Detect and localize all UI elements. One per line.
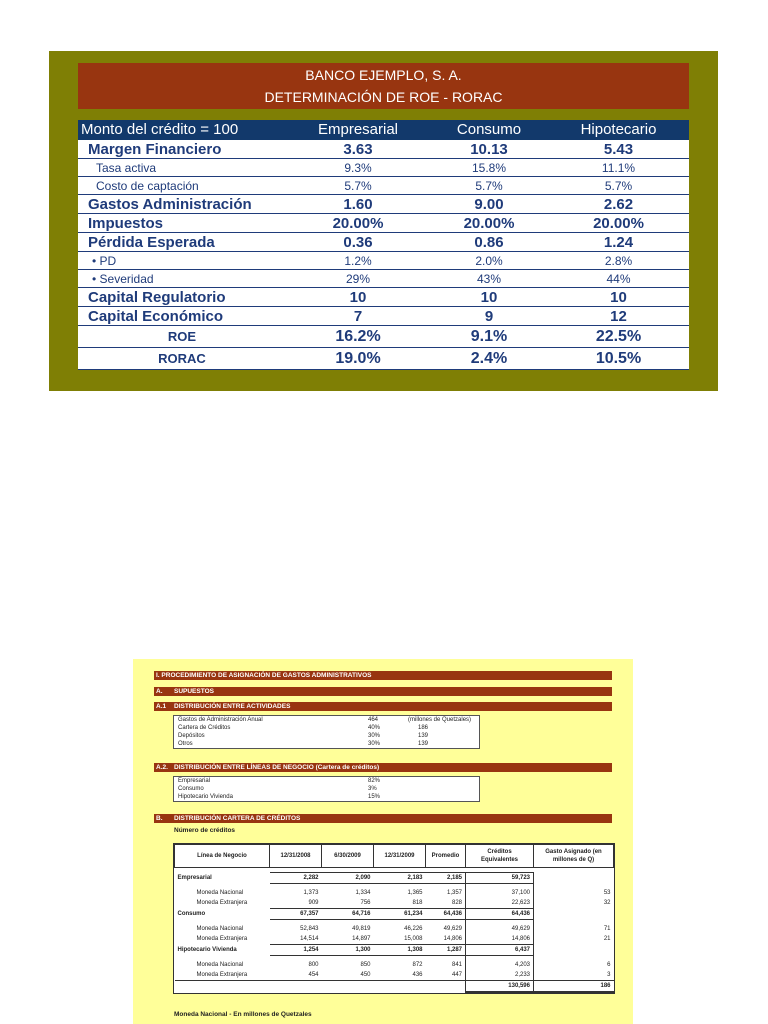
cell-value: 14,897	[352, 936, 371, 942]
cell-value: 19.0%	[286, 348, 430, 370]
cell-value: 4,203	[466, 960, 534, 970]
row-label: Gastos Administración	[78, 195, 286, 214]
cell-value: 450	[360, 972, 371, 978]
row-label: Hipotecario Vivienda	[177, 947, 237, 953]
row-label: Impuestos	[78, 214, 286, 233]
table-row-pd	[78, 252, 689, 270]
cell-value: 1.60	[286, 195, 430, 214]
cell-value: 46,226	[404, 926, 423, 932]
cell-value: 14,514	[300, 936, 319, 942]
row-label: Moneda Extranjera	[196, 972, 248, 978]
section-title: DISTRIBUCIÓN ENTRE LÍNEAS DE NEGOCIO (Cartera de créditos)	[174, 764, 380, 771]
table-row-costo-captacion	[78, 177, 689, 195]
column-header-empresarial: Empresarial	[286, 120, 430, 140]
cell-value: 37,100	[466, 888, 534, 898]
table-row	[175, 924, 614, 934]
row-label: Tasa activa	[78, 159, 286, 177]
table-row-margen-financiero	[78, 140, 689, 159]
cell-value: 0.86	[430, 233, 548, 252]
cell-value: 1,308	[374, 945, 426, 956]
actividades-box	[173, 715, 480, 749]
table-row-impuestos	[78, 214, 689, 233]
column-header: Gasto Asignado (en millones de Q)	[534, 845, 614, 868]
item-label: Depósitos	[178, 733, 205, 739]
total-creditos: 130,596	[466, 981, 534, 993]
cell-value: 67,357	[270, 909, 322, 920]
cell-value: 756	[360, 900, 371, 906]
lineas-negocio-box	[173, 776, 480, 802]
list-item	[174, 716, 479, 724]
row-label: Consumo	[177, 911, 206, 917]
cell-value: 9.3%	[286, 159, 430, 177]
column-header-hipotecario: Hipotecario	[548, 120, 689, 140]
row-label: RORAC	[78, 348, 286, 370]
item-pct: 30%	[368, 733, 381, 739]
cell-value: 29%	[286, 270, 430, 288]
bank-name-title: BANCO EJEMPLO, S. A.	[305, 67, 462, 83]
cell-value: 1,300	[322, 945, 374, 956]
cell-value: 20.00%	[430, 214, 548, 233]
row-label: Empresarial	[177, 875, 212, 881]
cell-value: 3	[534, 970, 614, 981]
column-header-label: Monto del crédito = 100	[78, 120, 286, 140]
cell-value: 2,185	[426, 873, 466, 884]
table-row	[175, 960, 614, 970]
row-label: • PD	[78, 252, 286, 270]
row-label: Moneda Extranjera	[196, 900, 248, 907]
row-label: Moneda Extranjera	[196, 936, 248, 943]
cell-value: 5.7%	[286, 177, 430, 195]
cell-value: 5.7%	[548, 177, 689, 195]
cell-value: 10	[286, 288, 430, 307]
section-bar-distribucion-lineas	[154, 763, 612, 772]
cell-value: 10	[430, 288, 548, 307]
table-row-perdida-esperada	[78, 233, 689, 252]
item-label: Hipotecario Vivienda	[178, 794, 233, 800]
cell-value	[534, 945, 614, 956]
cell-value: 841	[451, 962, 462, 968]
section-bar-supuestos	[154, 687, 612, 696]
cell-value: 2,090	[322, 873, 374, 884]
roe-rorac-slide	[49, 51, 718, 391]
table-row-severidad	[78, 270, 689, 288]
cell-value: 436	[412, 972, 423, 978]
cell-value: 14,806	[443, 936, 462, 942]
moneda-nacional-caption: Moneda Nacional - En millones de Quetzales	[174, 1011, 312, 1018]
cell-value	[534, 873, 614, 884]
cell-value: 16.2%	[286, 326, 430, 348]
cell-value: 1,357	[446, 890, 462, 896]
cell-value: 22,623	[466, 898, 534, 909]
cell-value: 49,819	[352, 926, 371, 932]
item-label: Cartera de Créditos	[178, 725, 231, 731]
numero-creditos-caption: Número de créditos	[174, 827, 236, 834]
column-header: Promedio	[426, 845, 466, 868]
row-label: Capital Económico	[78, 307, 286, 326]
cell-value: 850	[360, 962, 371, 968]
section-title: I. PROCEDIMIENTO DE ASIGNACIÓN DE GASTOS ADMINISTRATIVOS	[156, 672, 372, 679]
cell-value: 3.63	[286, 140, 430, 159]
cell-value: 6	[534, 960, 614, 970]
table-row	[175, 888, 614, 898]
column-header: 12/31/2008	[270, 845, 322, 868]
cell-value: 52,843	[300, 926, 319, 932]
table-row	[175, 934, 614, 945]
roe-rorac-table	[78, 120, 689, 370]
section-code: A.	[156, 688, 163, 695]
cell-value: 64,436	[426, 909, 466, 920]
section-title: SUPUESTOS	[174, 688, 214, 695]
item-label: Consumo	[178, 786, 204, 792]
item-label: Empresarial	[178, 778, 211, 784]
item-pct: 15%	[368, 794, 381, 800]
cell-value: 9.00	[430, 195, 548, 214]
cell-value: 32	[534, 898, 614, 909]
cell-value: 1,373	[303, 890, 319, 896]
row-label: Moneda Nacional	[196, 890, 244, 896]
cell-value: 15,008	[404, 936, 423, 942]
row-label: Costo de captación	[78, 177, 286, 195]
table-row	[175, 898, 614, 909]
section-title: DISTRIBUCIÓN ENTRE ACTIVIDADES	[174, 703, 291, 710]
item-pct: 3%	[368, 786, 377, 792]
cell-value: 15.8%	[430, 159, 548, 177]
cell-value: 14,806	[466, 934, 534, 945]
cell-value: 818	[412, 900, 423, 906]
cell-value: 2,183	[374, 873, 426, 884]
item-amount: (millones de Quetzales)	[408, 717, 472, 723]
cell-value: 1,334	[355, 890, 371, 896]
cell-value: 64,716	[322, 909, 374, 920]
cartera-total-row	[175, 981, 614, 993]
cell-value: 49,629	[466, 924, 534, 934]
cell-value: 59,723	[466, 873, 534, 884]
table-row-capital-economico	[78, 307, 689, 326]
cartera-creditos-table	[173, 843, 615, 994]
cell-value: 10.13	[430, 140, 548, 159]
roe-table-header	[78, 63, 689, 109]
cell-value: 12	[548, 307, 689, 326]
item-pct: 82%	[368, 778, 381, 784]
cell-value: 9	[430, 307, 548, 326]
list-item	[174, 732, 479, 740]
cell-value: 53	[534, 888, 614, 898]
cell-value: 1,287	[426, 945, 466, 956]
section-code: A.1	[156, 703, 167, 710]
table-row	[175, 873, 614, 884]
cell-value: 1,365	[407, 890, 423, 896]
cell-value: 2,282	[270, 873, 322, 884]
item-pct: 40%	[368, 725, 381, 731]
gastos-asignacion-slide	[133, 659, 633, 1024]
section-code: B.	[156, 815, 163, 822]
cell-value: 11.1%	[548, 159, 689, 177]
cell-value: 20.00%	[548, 214, 689, 233]
cell-value: 1,254	[270, 945, 322, 956]
cell-value: 10.5%	[548, 348, 689, 370]
table-row-capital-regulatorio	[78, 288, 689, 307]
section-bar-distribucion-cartera	[154, 814, 612, 823]
cell-value: 43%	[430, 270, 548, 288]
cell-value: 61,234	[374, 909, 426, 920]
section-title: DISTRIBUCIÓN CARTERA DE CRÉDITOS	[174, 815, 301, 822]
column-header-consumo: Consumo	[430, 120, 548, 140]
cell-value	[534, 909, 614, 920]
cell-value: 828	[451, 900, 462, 906]
list-item	[174, 777, 479, 785]
row-label: Moneda Nacional	[196, 926, 244, 932]
list-item	[174, 740, 479, 748]
table-row-tasa-activa	[78, 159, 689, 177]
cell-value: 5.43	[548, 140, 689, 159]
list-item	[174, 785, 479, 793]
item-amount: 139	[418, 733, 429, 739]
item-pct: 30%	[368, 741, 381, 747]
cell-value: 872	[412, 962, 423, 968]
column-header: 12/31/2009	[374, 845, 426, 868]
total-gasto: 186	[534, 981, 614, 993]
section-code: A.2.	[156, 764, 168, 771]
item-pct: 464	[368, 717, 379, 723]
column-header: 6/30/2009	[322, 845, 374, 868]
row-label: Capital Regulatorio	[78, 288, 286, 307]
cell-value: 909	[308, 900, 319, 906]
table-row	[175, 970, 614, 981]
cell-value: 2.62	[548, 195, 689, 214]
roe-table-header-row	[78, 120, 689, 140]
cell-value: 2,233	[466, 970, 534, 981]
cell-value: 20.00%	[286, 214, 430, 233]
cell-value: 6,437	[466, 945, 534, 956]
cell-value: 7	[286, 307, 430, 326]
cell-value: 9.1%	[430, 326, 548, 348]
roe-rorac-title: DETERMINACIÓN DE ROE - RORAC	[264, 89, 503, 105]
cell-value: 2.8%	[548, 252, 689, 270]
item-amount: 186	[418, 725, 429, 731]
row-label: • Severidad	[78, 270, 286, 288]
row-label: Margen Financiero	[78, 140, 286, 159]
table-row	[175, 909, 614, 920]
row-label: ROE	[78, 326, 286, 348]
item-label: Gastos de Administración Anual	[178, 717, 263, 723]
cell-value: 2.4%	[430, 348, 548, 370]
column-header: Créditos Equivalentes	[466, 845, 534, 868]
cell-value: 447	[451, 972, 462, 978]
column-header: Línea de Negocio	[175, 845, 270, 868]
cell-value: 2.0%	[430, 252, 548, 270]
cell-value: 64,436	[466, 909, 534, 920]
cell-value: 1.24	[548, 233, 689, 252]
cell-value: 454	[308, 972, 319, 978]
section-bar-distribucion-actividades	[154, 702, 612, 711]
item-label: Otros	[178, 741, 193, 747]
cell-value: 5.7%	[430, 177, 548, 195]
cell-value: 22.5%	[548, 326, 689, 348]
list-item	[174, 793, 479, 801]
table-row-roe	[78, 326, 689, 348]
cell-value: 10	[548, 288, 689, 307]
item-amount: 139	[418, 741, 429, 747]
cartera-header-row	[175, 845, 614, 868]
cell-value: 49,629	[443, 926, 462, 932]
cell-value: 1.2%	[286, 252, 430, 270]
section-bar-procedimiento	[154, 671, 612, 680]
cell-value: 800	[308, 962, 319, 968]
table-row	[175, 945, 614, 956]
table-row-gastos-administracion	[78, 195, 689, 214]
list-item	[174, 724, 479, 732]
cell-value: 71	[534, 924, 614, 934]
cell-value: 44%	[548, 270, 689, 288]
row-label: Pérdida Esperada	[78, 233, 286, 252]
row-label: Moneda Nacional	[196, 962, 244, 968]
cell-value: 21	[534, 934, 614, 945]
cell-value: 0.36	[286, 233, 430, 252]
table-row-rorac	[78, 348, 689, 370]
